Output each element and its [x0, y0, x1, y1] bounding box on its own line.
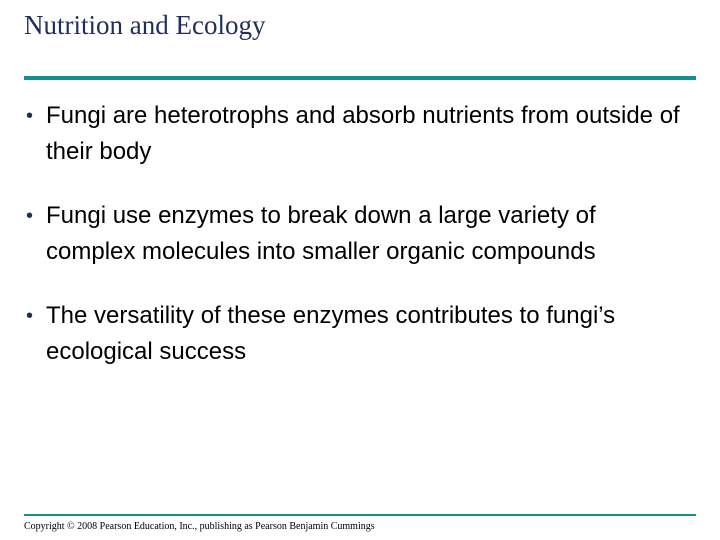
- title-divider: [24, 76, 696, 80]
- bullet-list: [26, 98, 686, 398]
- bullet-text: Fungi use enzymes to break down a large variety of complex molecules into smaller organic compounds: [46, 202, 596, 265]
- bullet-item: [26, 298, 686, 370]
- copyright-notice: Copyright © 2008 Pearson Education, Inc., publishing as Pearson Benjamin Cummings: [24, 521, 375, 532]
- bullet-icon: •: [26, 305, 34, 327]
- bullet-icon: •: [26, 205, 34, 227]
- bullet-icon: •: [26, 105, 34, 127]
- bullet-text: Fungi are heterotrophs and absorb nutrients from outside of their body: [46, 102, 680, 165]
- bullet-item: [26, 198, 686, 270]
- slide-title: Nutrition and Ecology: [24, 10, 266, 40]
- footer-divider: [24, 514, 696, 516]
- bullet-text: The versatility of these enzymes contributes to fungi’s ecological success: [46, 302, 616, 365]
- bullet-item: [26, 98, 686, 170]
